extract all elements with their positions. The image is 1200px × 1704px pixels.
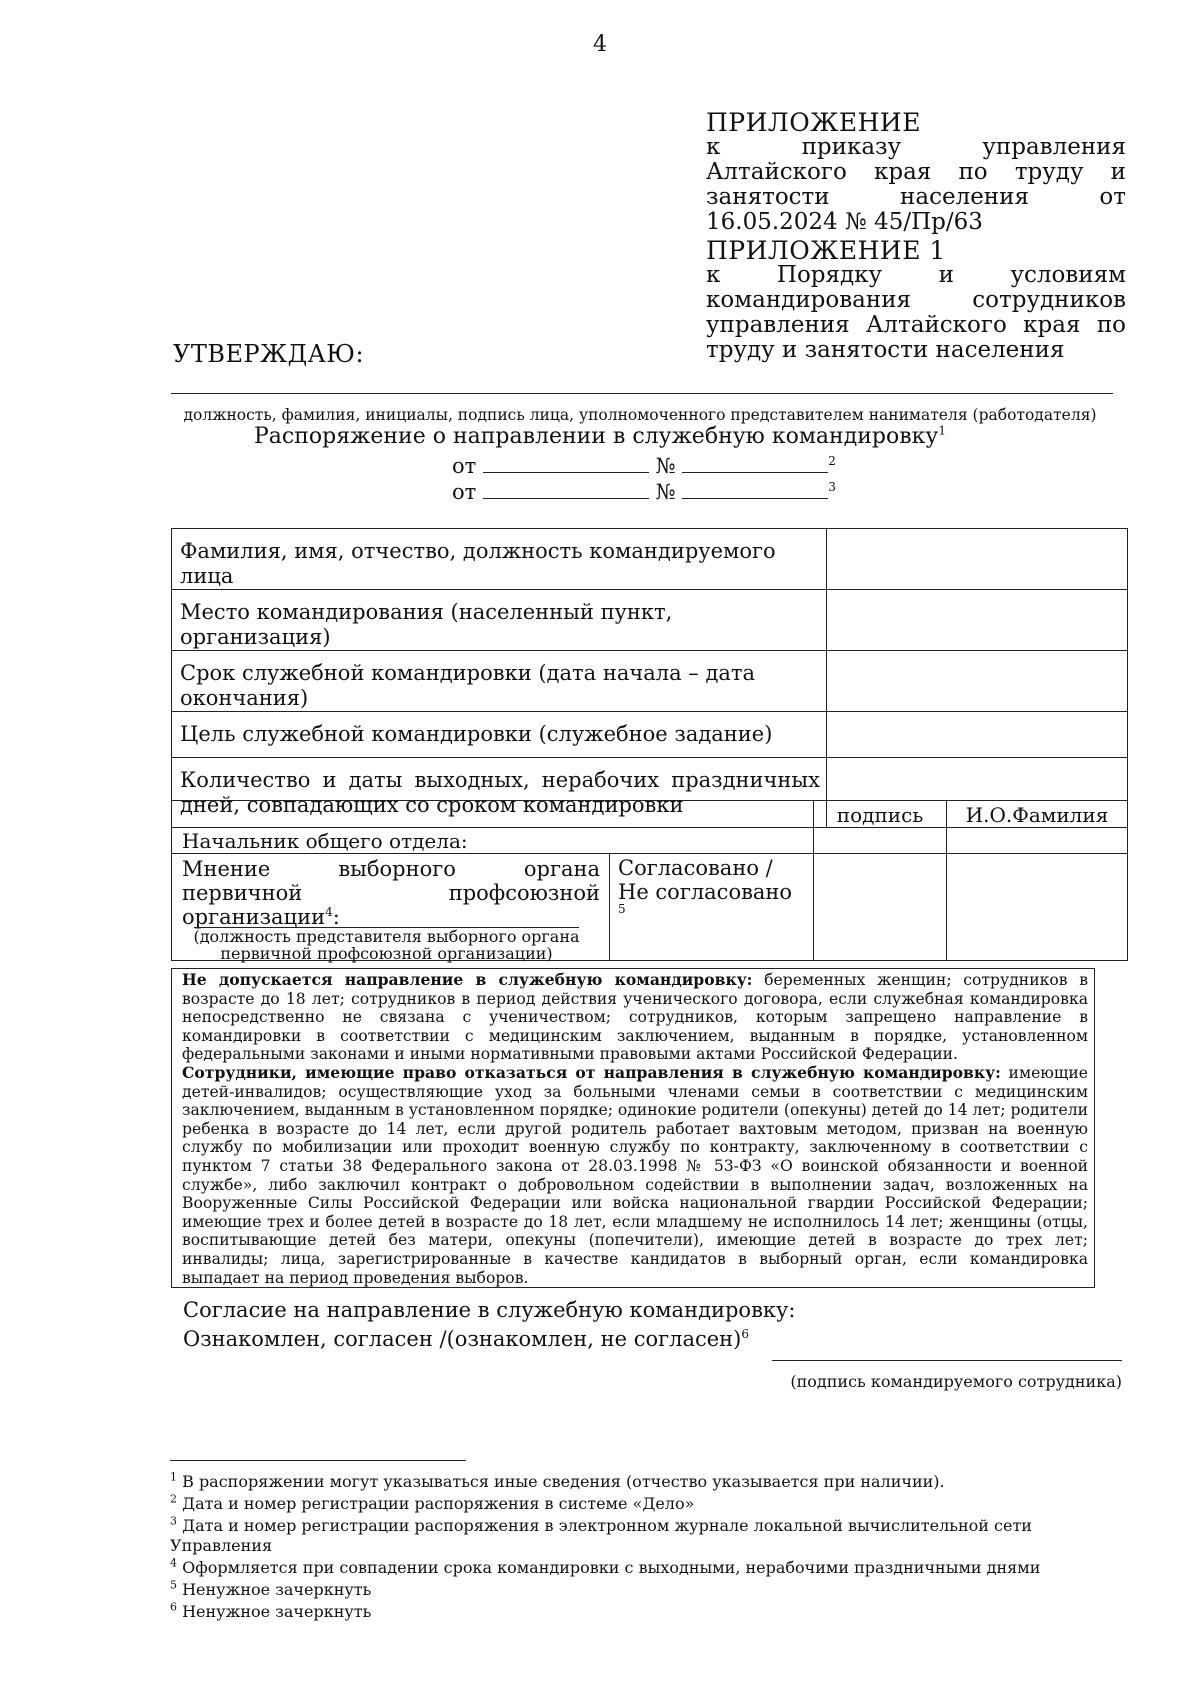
- reg-date-field[interactable]: [483, 480, 649, 499]
- footnote-separator: [170, 1460, 466, 1461]
- approval-signatures-table: [171, 800, 1128, 961]
- approver-caption: должность, фамилия, инициалы, подпись лица, уполномоченного представителем нанимателя (работодателя): [183, 406, 1097, 424]
- table-row: [172, 828, 1128, 854]
- row-label: Срок служебной командировки (дата начала – дата окончания): [172, 651, 827, 712]
- row-value-field[interactable]: [827, 651, 1128, 712]
- name-field[interactable]: [947, 828, 1128, 854]
- reg-footnote-ref: 2: [828, 454, 836, 468]
- consent-footnote-ref: 6: [741, 1327, 750, 1341]
- footnote-item: $^3$ Дата и номер регистрации распоряжения в электронном журнале локальной вычислительной сети Управления: [170, 1514, 1032, 1555]
- agreed-option[interactable]: Согласовано /: [618, 856, 773, 880]
- table-row: [172, 590, 1128, 651]
- signature-field[interactable]: [814, 854, 947, 961]
- signature-field[interactable]: [814, 828, 947, 854]
- footnote-item: $^2$ Дата и номер регистрации распоряжения в системе «Дело»: [170, 1492, 695, 1513]
- row-value-field[interactable]: [827, 712, 1128, 758]
- head-of-department-label: Начальник общего отдела:: [172, 828, 814, 854]
- reg-number-label: №: [655, 454, 676, 478]
- table-row: [172, 801, 1128, 828]
- registration-row-2: [452, 480, 836, 504]
- appendix-main-text: к приказу управления Алтайского края по труду и занятости населения от 16.05.2024 № 45/Пр/63: [706, 134, 1126, 235]
- col-header-signature: подпись: [814, 801, 947, 828]
- consent-heading: Согласие на направление в служебную командировку:: [183, 1298, 796, 1322]
- order-title: [0, 424, 1200, 449]
- union-representative-caption: (должность представителя выборного органа первичной профсоюзной организации): [193, 927, 580, 963]
- name-field[interactable]: [947, 854, 1128, 961]
- not-agreed-option[interactable]: Не согласовано: [618, 880, 793, 904]
- union-footnote-ref: 4: [325, 905, 333, 919]
- reg-number-label: №: [655, 480, 676, 504]
- reg-number-field[interactable]: [682, 454, 828, 473]
- appendix-main: [706, 110, 1126, 235]
- reg-date-field[interactable]: [483, 454, 649, 473]
- appendix-main-heading: ПРИЛОЖЕНИЕ: [706, 108, 921, 137]
- notice-refuse-text: имеющие детей-инвалидов; осуществляющие уход за больными членами семьи в соответствии с медицинским заключением, выданным в установленном порядке; одинокие родители (опекуны) детей до 14 лет; родители ребенка в возрасте до 14 лет, если другой родитель работает вахтовым методом, призван на военную службу по мобилизации или проходит военную службу по контракту, заключенному в соответствии с пунктом 7 статьи 38 Федерального закона от 28.03.1998 № 53-ФЗ «О воинской обязанности и военной службе», либо заключил контракт о добровольном содействии в выполнении задач, возложенных на Вооруженные Силы Российской Федерации или войска национальной гвардии Российской Федерации; имеющие трех и более детей в возрасте до 18 лет, если младшему не исполнилось 14 лет; женщины (отцы, воспитывающие детей без матери, опекуны (попечители), имеющие детей в возрасте до трех лет; инвалиды; лица, зарегистрированные в качестве кандидатов в выборный орган, если командировка выпадает на период проведения выборов.: [182, 1063, 1089, 1287]
- row-label: Фамилия, имя, отчество, должность командируемого лица: [172, 529, 827, 590]
- notice-refuse-heading: Сотрудники, имеющие право отказаться от направления в служебную командировку:: [182, 1062, 1001, 1082]
- table-row: [172, 854, 1128, 961]
- footnote-item: $^6$ Ненужное зачеркнуть: [170, 1600, 372, 1621]
- union-opinion-cell: [172, 854, 610, 961]
- notice-paragraph-right-to-refuse: [182, 1064, 1088, 1287]
- approve-label: УТВЕРЖДАЮ:: [173, 340, 365, 368]
- consent-statement-text: Ознакомлен, согласен /(ознакомлен, не согласен): [183, 1327, 742, 1351]
- table-row: [172, 712, 1128, 758]
- restrictions-notice: [171, 968, 1095, 1288]
- reg-footnote-ref: 3: [828, 480, 836, 494]
- agreement-footnote-ref: 5: [618, 902, 626, 916]
- employee-signature-caption: (подпись командируемого сотрудника): [790, 1372, 1122, 1391]
- trip-details-table: [171, 528, 1128, 828]
- agreement-cell[interactable]: [610, 854, 814, 961]
- appendix-1: [706, 238, 1126, 363]
- reg-from-label: от: [452, 454, 477, 478]
- footnote-item: $^5$ Ненужное зачеркнуть: [170, 1578, 372, 1599]
- union-opinion-label: Мнение выборного органа первичной профсоюзной организации$^4$:: [182, 857, 600, 929]
- row-label: Цель служебной командировки (служебное задание): [172, 712, 827, 758]
- footnote-item: $^1$ В распоряжении могут указываться иные сведения (отчество указывается при наличии).: [170, 1470, 945, 1491]
- employee-signature-line[interactable]: [772, 1360, 1122, 1361]
- reg-number-field[interactable]: [682, 480, 828, 499]
- table-row: [172, 529, 1128, 590]
- page-number: 4: [593, 32, 607, 57]
- registration-row-1: [452, 454, 836, 478]
- notice-restrictions-text: беременных женщин; сотрудников в возрасте до 18 лет; сотрудников в период действия ученического договора, если служебная командировка непосредственно не связана с ученичеством; сотрудников, которым запрещено направление в командировки в соответствии с медицинским заключением, выданным в порядке, установленном федеральными законами и иными нормативными правовыми актами Российской Федерации.: [182, 971, 1089, 1064]
- col-header-name: И.О.Фамилия: [947, 801, 1128, 828]
- reg-from-label: от: [452, 480, 477, 504]
- row-label: Место командирования (населенный пункт, организация): [172, 590, 827, 651]
- order-title-text: Распоряжение о направлении в служебную командировку: [254, 424, 939, 449]
- appendix-1-text: к Порядку и условиям командирования сотрудников управления Алтайского края по труду и занятости населения: [706, 262, 1126, 363]
- header-empty-cell: [172, 801, 814, 828]
- notice-paragraph-restrictions: [182, 971, 1088, 1064]
- appendix-1-heading: ПРИЛОЖЕНИЕ 1: [706, 236, 946, 265]
- row-value-field[interactable]: [827, 590, 1128, 651]
- consent-statement: [183, 1327, 749, 1351]
- footnotes: [170, 1472, 1100, 1622]
- order-title-footnote-ref: 1: [938, 423, 946, 438]
- approver-signature-line: [171, 393, 1113, 394]
- row-value-field[interactable]: [827, 529, 1128, 590]
- table-row: [172, 651, 1128, 712]
- notice-restrictions-heading: Не допускается направление в служебную командировку:: [182, 970, 753, 989]
- row-label: Количество и даты выходных, нерабочих праздничных дней, совпадающих со сроком командировки: [172, 758, 827, 828]
- footnote-item: $^4$ Оформляется при совпадении срока командировки с выходными, нерабочими праздничными днями: [170, 1556, 1041, 1577]
